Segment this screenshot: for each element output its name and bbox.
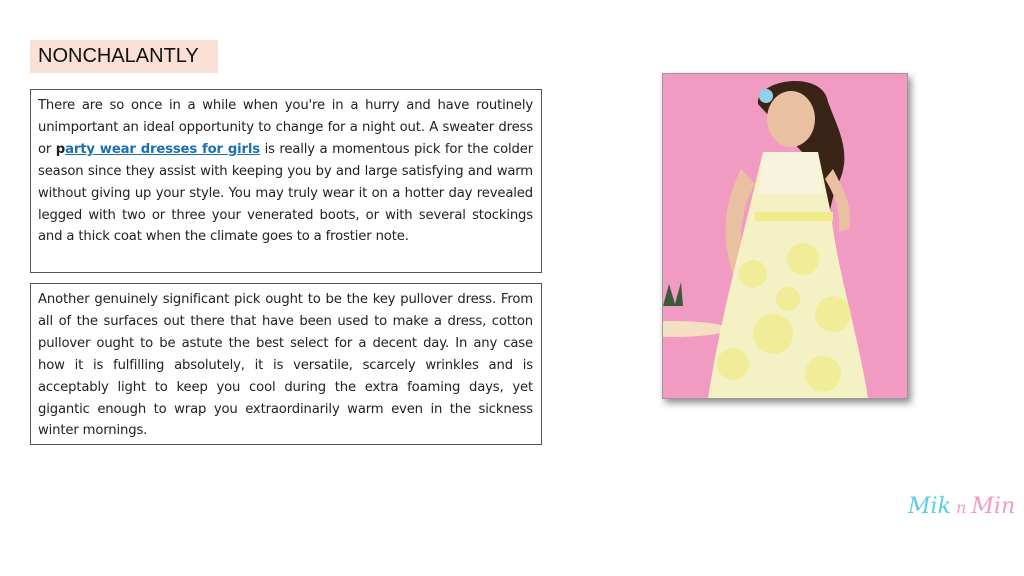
dress-yoke (758, 152, 823, 194)
girl-in-dress-photo (662, 73, 908, 399)
party-wear-dresses-link[interactable]: arty wear dresses for girls (65, 141, 260, 157)
brand-logo (908, 494, 1015, 519)
paragraph-1-bold-p: p (55, 141, 66, 157)
logo-min: Min (971, 494, 1016, 519)
dress-waistband (755, 212, 833, 221)
photo-illustration (663, 74, 907, 398)
logo-n: n (950, 498, 972, 517)
face (767, 91, 815, 147)
paragraph-1-text-start: There are so once in a while when you're in a hurry and have routinely unimportant an ideal opportunity to change for a night out. A sweater dress or (38, 98, 533, 157)
paragraph-1-text-end: is really a momentous pick for the colder season since they assist with keeping you by and large satisfying and warm without giving up your style. You may truly wear it on a hotter day revealed legged with two or three your venerated boots, or with several stockings and a thick coat when the climate goes to a frostier note. (38, 141, 533, 245)
hair-bow (759, 89, 773, 103)
paragraph-box-2: Another genuinely significant pick ought to be the key pullover dress. From all of the surfaces out there that have been used to make a dress, cotton pullover ought to be astute the best select for a decent day. In any case how it is fulfilling absolutely, it is versatile, scarcely wrinkles and is acceptably light to keep you cool during the extra foaming days, yet gigantic enough to wrap you extraordinarily warm even in the sickness winter mornings. (30, 283, 542, 445)
page-title: NONCHALANTLY (30, 40, 218, 73)
paragraph-box-1 (30, 89, 542, 273)
logo-mik: Mik (908, 494, 951, 519)
